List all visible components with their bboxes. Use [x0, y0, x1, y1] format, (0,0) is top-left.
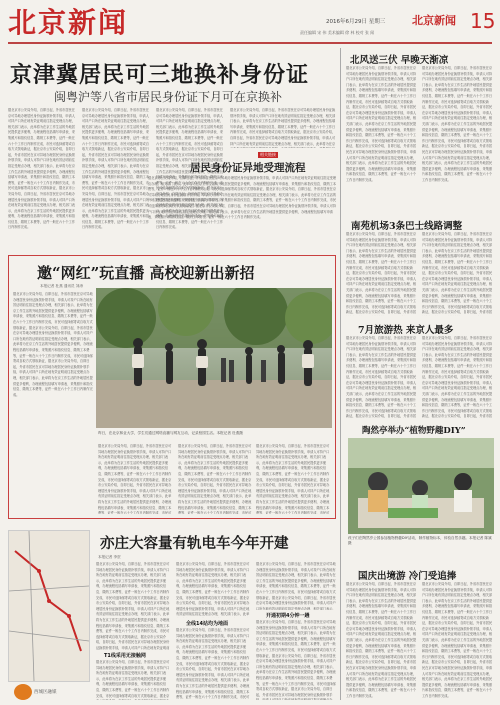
feature-body-col2	[98, 444, 174, 514]
right-h1-body-b	[422, 66, 494, 214]
right-h4: 国庆出境游 冷门受追捧	[358, 571, 457, 582]
feature-photo-caption: 昨日，在北京林业大学，学生们通过网络直播与网友互动，记录校园生活。本报记者 杜燕摄	[98, 431, 243, 435]
bottom-map	[8, 530, 90, 682]
bottom-sub1: T1线采用无接触网	[104, 653, 146, 659]
lead-body-col1	[8, 108, 78, 244]
right-h2-body-b	[422, 232, 494, 316]
campus-photo-illustration	[96, 288, 332, 428]
bottom-body-col2	[176, 562, 252, 618]
masthead	[0, 0, 500, 46]
right-divider	[340, 48, 341, 700]
ad-logo	[14, 684, 32, 700]
page-number: 15	[470, 9, 496, 33]
right-h3: 7月旅游热 来京人最多	[358, 325, 454, 336]
route-map-illustration	[9, 531, 89, 681]
right-h1: 北风送三伏 早晚天渐凉	[350, 55, 449, 66]
lead-body-col4	[230, 108, 336, 148]
bottom-body-col3b	[256, 620, 336, 700]
bottom-body-col3	[256, 562, 336, 610]
right-h2: 南苑机场3条巴士线路调整	[351, 221, 463, 232]
right-h3-body-b	[422, 336, 494, 418]
bottom-byline: 本报记者 李贺	[98, 555, 121, 559]
feature-headline: 邀“网红”玩直播 高校迎新出新招	[37, 264, 255, 282]
right-h3-body-a	[346, 336, 418, 418]
bottom-sub2: 全线14站均为地面	[186, 621, 228, 627]
right-h4-body-a	[346, 582, 418, 700]
right-photo	[348, 438, 494, 534]
right-h1-body-a	[346, 66, 418, 214]
bottom-sub3: 开通初期4分钟一趟	[266, 613, 310, 619]
staff-line: 责任编辑 宋 伟 美术编辑 徐 林 校对 张 闻	[300, 30, 375, 35]
related-tag: 相关链接	[260, 152, 276, 157]
lead-body-col2	[82, 108, 152, 244]
date-line: 2016年6月29日 星期三	[326, 19, 386, 25]
feature-body-col3	[178, 444, 252, 514]
right-h4-body-b	[422, 582, 494, 700]
section-name: 北京新闻	[412, 14, 456, 27]
feature-photo	[96, 288, 332, 428]
bottom-body-col1	[96, 562, 172, 650]
right-photo-caption: 孩子们在陶然亭公园参加植物野趣DIY活动，制作植物标本，体验自然乐趣。本报记者 陈斌摄	[348, 536, 492, 545]
feature-byline: 本报记者 杜燕 通讯员 刘涛	[40, 284, 83, 288]
right-h2-body-a	[346, 232, 418, 316]
right-photo-title: 陶然亭举办“植物野趣DIY”	[362, 426, 466, 436]
feature-body-left	[13, 292, 95, 514]
lead-headline: 京津冀居民可三地换补身份证	[10, 62, 310, 88]
lead-subheadline: 闽粤沪等八省市居民身份证下月可在京换补	[54, 90, 283, 104]
bottom-body-col2b	[176, 628, 252, 700]
bottom-body-col1b	[96, 660, 172, 700]
box-title: 居民身份证异地受理流程	[190, 162, 306, 174]
masthead-rule	[8, 42, 492, 44]
masthead-logo: 北京新闻	[8, 6, 129, 39]
diy-photo-illustration	[348, 438, 494, 534]
box-body	[148, 176, 338, 248]
ad-label: 西城区融媒	[34, 690, 57, 695]
feature-body-col4	[256, 444, 332, 514]
bottom-headline: 亦庄大容量有轨电车今年开建	[100, 535, 289, 552]
